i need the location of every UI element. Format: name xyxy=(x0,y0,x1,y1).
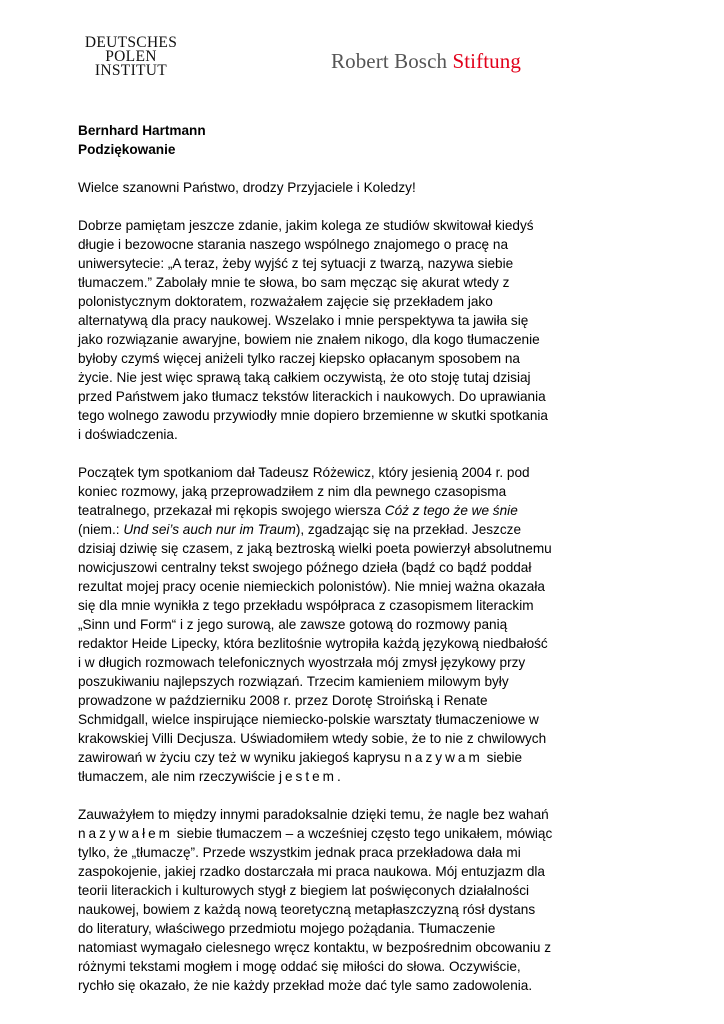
text-line: zaspokojenie, jakiej rzadko dostarczała mi praca naukowa. Mój entuzjazm dla xyxy=(78,864,545,879)
robert-bosch-stiftung-logo xyxy=(331,49,521,74)
text-line: koniec rozmowy, jaką przeprowadziłem z nim dla pewnego czasopisma xyxy=(78,484,507,499)
logo-rbs-stiftung: Stiftung xyxy=(452,49,521,73)
text-line: „Sinn und Form“ i z jego surową, ale zawsze gotową do rozmowy panią xyxy=(78,617,508,632)
text-line: poszukiwaniu najlepszych rozwiązań. Trzecim kamieniem milowym były xyxy=(78,674,509,689)
text-line: byłoby czymś więcej aniżeli tylko raczej kiepsko opłacanym sposobem na xyxy=(78,351,520,366)
text-line: tego wolnego zawodu przywiodły mnie dopiero brzemienne w skutki spotkania xyxy=(78,408,548,423)
text-line: alternatywą dla pracy naukowej. Wszelako i mnie perspektywa ta jawiła się xyxy=(78,313,529,328)
text-line: się dla mnie wynikła z tego przekładu współpraca z czasopismem literackim xyxy=(78,598,534,613)
text-line: tłumaczem.” Zabolały mnie te słowa, bo sam męcząc się akurat wtedy z xyxy=(78,275,510,290)
deutsches-polen-institut-logo xyxy=(78,36,184,78)
text-line: i doświadczenia. xyxy=(78,427,178,442)
text-line: rychło się okazało, że nie każdy przekład może dać tyle samo zadowolenia. xyxy=(78,978,533,993)
paragraph-1 xyxy=(78,216,568,444)
text-line: zawirowań w życiu czy też w wyniku jakiegoś kaprysu xyxy=(78,750,405,765)
text-line: tłumaczem, ale nim rzeczywiście xyxy=(78,769,279,784)
text-line: Dobrze pamiętam jeszcze zdanie, jakim kolega ze studiów skwitował kiedyś xyxy=(78,218,534,233)
text-line: teorii literackich i kulturowych stygł z biegiem lat poświęconych działalności xyxy=(78,883,530,898)
text-line: rezultat mojej pracy ocenie niemieckich polonistów). Nie mniej ważna okazała xyxy=(78,579,545,594)
text-line: dzisiaj dziwię się czasem, z jaką beztroską wielki poeta powierzył absolutnemu xyxy=(78,541,552,556)
text-line: do literatury, właściwego przedmiotu mojego pożądania. Tłumaczenie xyxy=(78,921,496,936)
paragraph-2 xyxy=(78,463,568,786)
paragraph-3 xyxy=(78,805,568,995)
text-line: krakowskiej Villi Decjusza. Uświadomiłem wtedy sobie, że to nie z chwilowych xyxy=(78,731,547,746)
spaced-word: nazywałem xyxy=(78,826,173,841)
text-line: siebie xyxy=(482,750,523,765)
text-line: . xyxy=(336,769,341,784)
text-line: polonistycznym doktoratem, rozważałem zajęcie się przekładem jako xyxy=(78,294,493,309)
text-line: życie. Nie jest więc sprawą taką całkiem oczywistą, że oto stoję tutaj dzisiaj xyxy=(78,370,531,385)
text-line: redaktor Heide Lipecky, która bezlitośnie wytropiła każdą językową niedbałość xyxy=(78,636,548,651)
text-line: uniwersytecie: „A teraz, żeby wyjść z tej sytuacji z twarzą, nazywa siebie xyxy=(78,256,514,271)
text-line: przed Państwem jako tłumacz tekstów literackich i naukowych. Do uprawiania xyxy=(78,389,546,404)
text-line: różnymi tekstami mogłem i mogę oddać się miłości do słowa. Oczywiście, xyxy=(78,959,521,974)
text-line: Schmidgall, wielce inspirujące niemiecko-polskie warsztaty tłumaczeniowe w xyxy=(78,712,539,727)
text-line: nowicjuszowi centralny tekst swojego późnego dzieła (bądź co bądź poddał xyxy=(78,560,532,575)
text-line: prowadzone w październiku 2008 r. przez Dorotę Stroińską i Renate xyxy=(78,693,488,708)
greeting: Wielce szanowni Państwo, drodzy Przyjaciele i Koledzy! xyxy=(78,180,416,195)
text-line: jako rozwiązanie awaryjne, bowiem nie znałem nikogo, dla kogo tłumaczenie xyxy=(78,332,540,347)
text-line: długie i bezowocne starania naszego wspólnego znajomego o pracę na xyxy=(78,237,509,252)
poem-title-german: Und sei’s auch nur im Traum xyxy=(123,522,296,537)
spaced-word: nazywam xyxy=(404,750,483,765)
logo-dpi-line: DEUTSCHES xyxy=(84,34,178,51)
text-line: ), zgadzając się na przekład. Jeszcze xyxy=(295,522,522,537)
text-line: teatralnego, przekazał mi rękopis swojego wiersza xyxy=(78,503,385,518)
logo-dpi-line: POLEN xyxy=(105,48,157,65)
text-line: natomiast wymagało cielesnego wręcz kontaktu, w bezpośrednim obcowaniu z xyxy=(78,940,552,955)
text-line: i w długich rozmowach telefonicznych wyostrzała mój zmysł językowy przy xyxy=(78,655,526,670)
text-line: siebie tłumaczem – a wcześniej często tego unikałem, mówiąc xyxy=(173,826,553,841)
text-line: Zauważyłem to między innymi paradoksalnie dzięki temu, że nagle bez wahań xyxy=(78,807,549,822)
author-name: Bernhard Hartmann xyxy=(78,123,206,138)
document-body xyxy=(78,121,568,995)
logo-rbs-name: Robert Bosch xyxy=(331,49,448,73)
poem-title: Cóż z tego że we śnie xyxy=(384,503,518,518)
text-line: Początek tym spotkaniom dał Tadeusz Różewicz, który jesienią 2004 r. pod xyxy=(78,465,530,480)
text-line: naukowej, bowiem z każdą nową teoretyczną metapłaszczyzną rósł dystans xyxy=(78,902,536,917)
spaced-word: jestem xyxy=(278,769,337,784)
text-line: (niem.: xyxy=(78,522,124,537)
logo-dpi-line: INSTITUT xyxy=(94,62,168,79)
text-line: tylko, że „tłumaczę”. Przede wszystkim jednak praca przekładowa dała mi xyxy=(78,845,521,860)
document-title: Podziękowanie xyxy=(78,142,176,157)
